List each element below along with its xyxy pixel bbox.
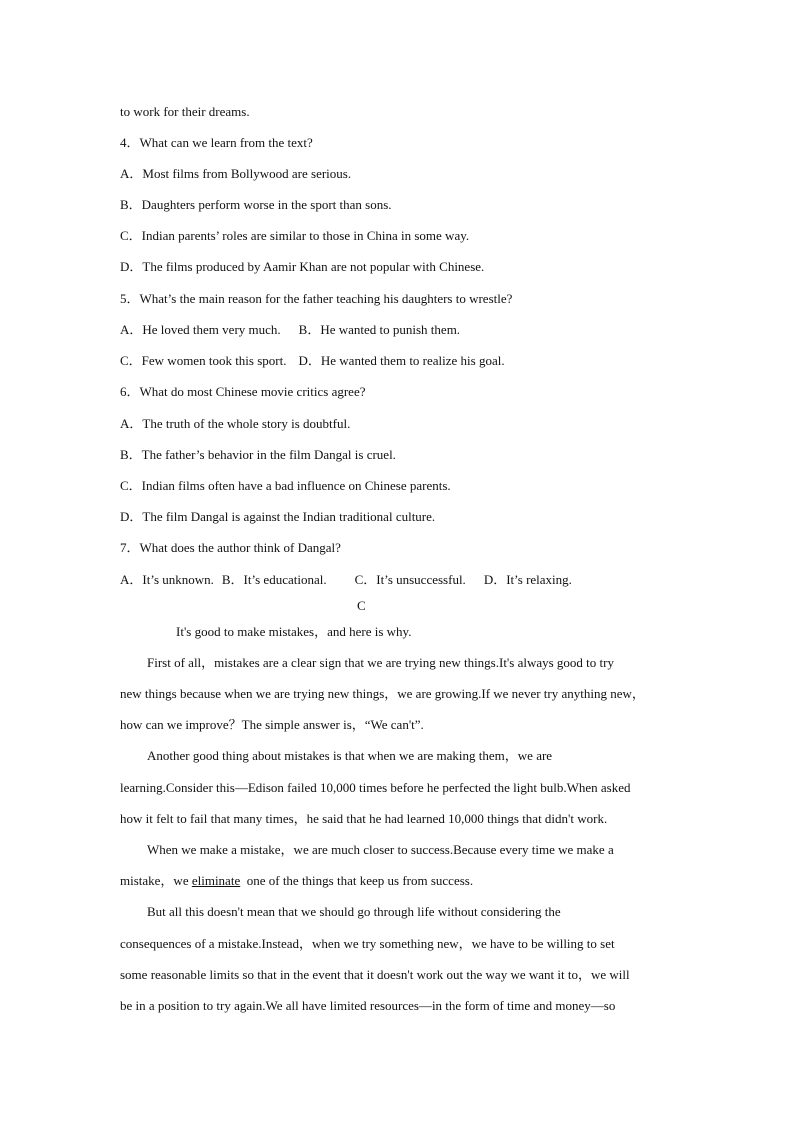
passage-title: It's good to make mistakes，and here is why. [176, 624, 412, 639]
option-7b: B．It’s educational. [221, 572, 327, 587]
paragraph-4-line: But all this doesn't mean that we should go through life without considering the [147, 904, 561, 919]
options-5ab [120, 322, 460, 338]
option-4a: A．Most films from Bollywood are serious. [120, 166, 352, 181]
options-7 [120, 572, 572, 588]
paragraph-1-line: First of all，mistakes are a clear sign that we are trying new things.It's always good to try [147, 655, 614, 670]
paragraph-1-line: how can we improve？The simple answer is，“We can't”. [120, 717, 424, 732]
option-7a: A．It’s unknown. [120, 572, 214, 587]
question-4: 4．What can we learn from the text? [120, 135, 313, 150]
option-5c: C．Few women took this sport. [120, 353, 287, 368]
paragraph-2-line: Another good thing about mistakes is that when we are making them，we are [147, 748, 553, 763]
paragraph-3-text: mistake，we [120, 873, 192, 888]
paragraph-3-line: When we make a mistake，we are much closer to success.Because every time we make a [147, 842, 614, 857]
option-6d: D．The film Dangal is against the Indian traditional culture. [120, 509, 436, 524]
question-6: 6．What do most Chinese movie critics agree? [120, 384, 366, 399]
paragraph-3-text: one of the things that keep us from success. [240, 873, 474, 888]
option-6b: B．The father’s behavior in the film Dangal is cruel. [120, 447, 396, 462]
paragraph-4-line: some reasonable limits so that in the event that it doesn't work out the way we want it to，we will [120, 967, 630, 982]
paragraph-4-line: be in a position to try again.We all have limited resources—in the form of time and money—so [120, 998, 616, 1013]
option-6a: A．The truth of the whole story is doubtful. [120, 416, 351, 431]
question-7: 7．What does the author think of Dangal? [120, 540, 341, 555]
paragraph-4-line: consequences of a mistake.Instead，when we try something new，we have to be willing to set [120, 936, 615, 951]
option-4d: D．The films produced by Aamir Khan are not popular with Chinese. [120, 259, 485, 274]
option-7d: D．It’s relaxing. [483, 572, 572, 587]
option-6c: C．Indian films often have a bad influence on Chinese parents. [120, 478, 451, 493]
paragraph-1-line: new things because when we are trying new things，we are growing.If we never try anything new， [120, 686, 645, 701]
text-line: to work for their dreams. [120, 104, 250, 119]
question-5: 5．What’s the main reason for the father teaching his daughters to wrestle? [120, 291, 513, 306]
underlined-word: eliminate [191, 873, 241, 888]
option-5a: A．He loved them very much. [120, 322, 281, 337]
option-4c: C．Indian parents’ roles are similar to those in China in some way. [120, 228, 470, 243]
option-5b: B．He wanted to punish them. [298, 322, 461, 337]
option-5d: D．He wanted them to realize his goal. [298, 353, 505, 368]
paragraph-2-line: how it felt to fail that many times，he said that he had learned 10,000 things that didn't work. [120, 811, 608, 826]
options-5cd [120, 353, 505, 369]
option-4b: B．Daughters perform worse in the sport than sons. [120, 197, 392, 212]
paragraph-2-line: learning.Consider this—Edison failed 10,000 times before he perfected the light bulb.When asked [120, 780, 631, 795]
section-label: C [357, 598, 366, 613]
paragraph-3-line [120, 873, 473, 889]
option-7c: C．It’s unsuccessful. [354, 572, 466, 587]
